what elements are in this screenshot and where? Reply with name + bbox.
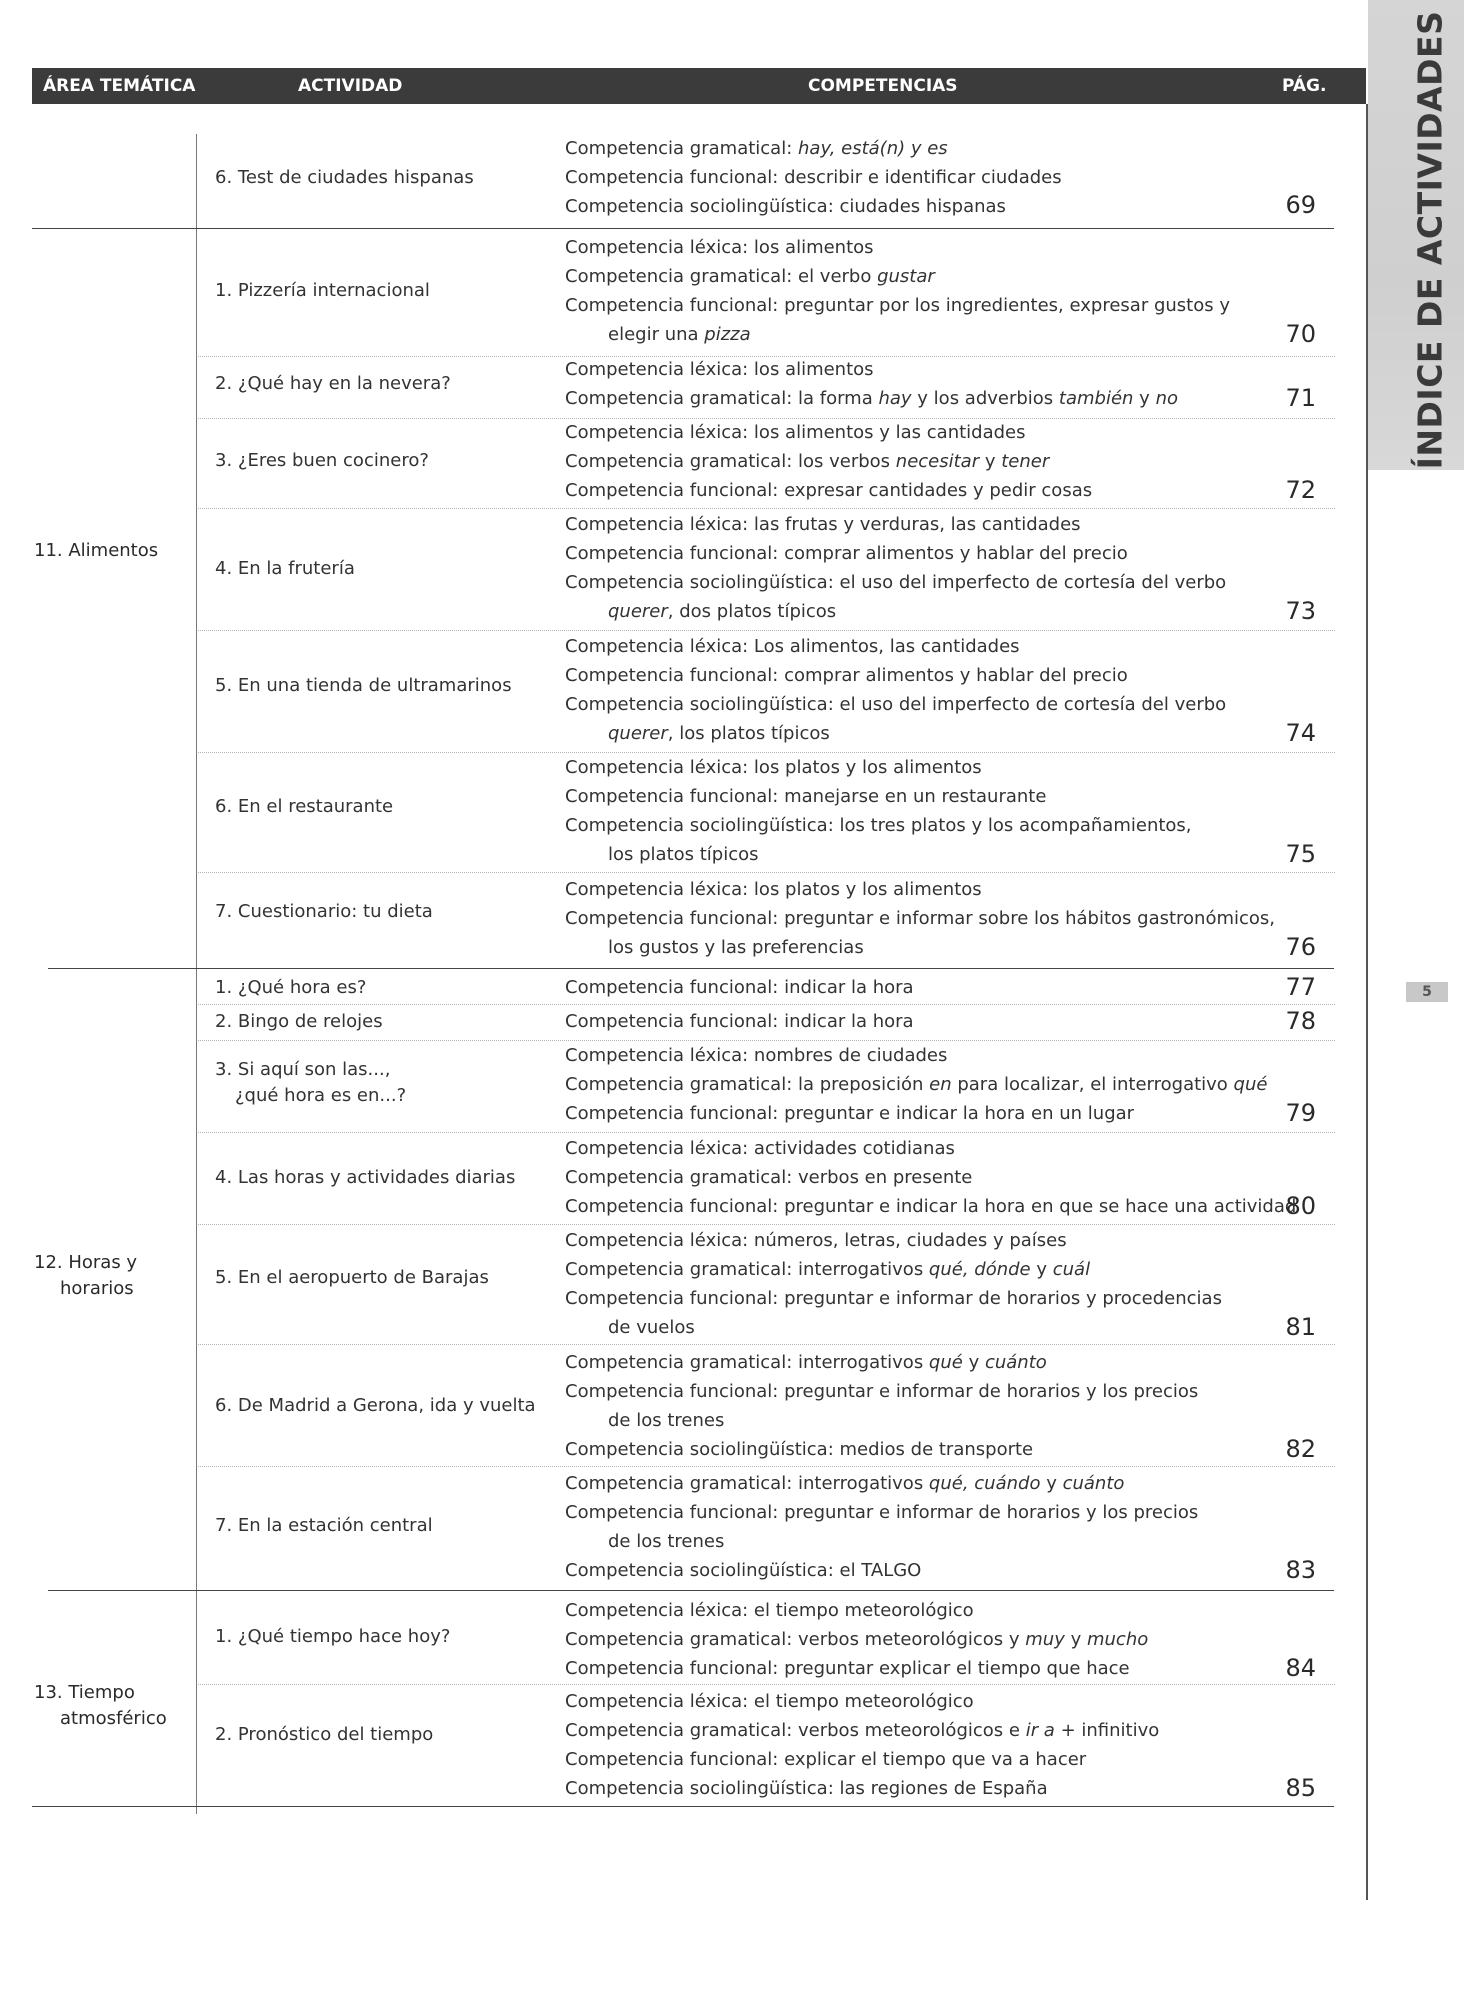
page-ref: 83 [1285,1556,1316,1584]
competency-line: Competencia gramatical: interrogativos qué y cuánto [565,1352,1047,1373]
competency-line: Competencia léxica: números, letras, ciudades y países [565,1230,1067,1251]
competency-line: Competencia funcional: preguntar por los ingredientes, expresar gustos y [565,295,1230,316]
page-ref: 71 [1285,384,1316,412]
page-ref: 79 [1285,1099,1316,1127]
header-competencies: COMPETENCIAS [808,76,958,96]
competency-line: Competencia léxica: los alimentos [565,237,874,258]
competency-line: Competencia léxica: el tiempo meteorológico [565,1691,974,1712]
competency-line: de los trenes [608,1410,725,1431]
row-divider [198,1224,1335,1225]
competency-line: Competencia funcional: comprar alimentos y hablar del precio [565,543,1128,564]
page-ref: 85 [1285,1774,1316,1802]
competency-line: de los trenes [608,1531,725,1552]
row-divider [198,1344,1335,1345]
row-divider [198,752,1335,753]
row-divider [198,630,1335,631]
page-ref: 73 [1285,597,1316,625]
competency-line: Competencia gramatical: verbos meteorológicos e ir a + infinitivo [565,1720,1160,1741]
row-divider [198,418,1335,419]
activity-name: 4. Las horas y actividades diarias [215,1167,516,1188]
area-alimentos: 11. Alimentos [34,540,159,561]
competency-line: Competencia sociolingüística: los tres platos y los acompañamientos, [565,815,1192,836]
activity-name: 2. ¿Qué hay en la nevera? [215,373,451,394]
row-divider [198,872,1335,873]
activity-name: 5. En el aeropuerto de Barajas [215,1267,489,1288]
row-divider [198,1466,1335,1467]
activity-name: 1. Pizzería internacional [215,280,430,301]
competency-line: Competencia sociolingüística: ciudades hispanas [565,196,1006,217]
competency-line: Competencia funcional: expresar cantidades y pedir cosas [565,480,1093,501]
competency-line: de vuelos [608,1317,695,1338]
activity-name: 4. En la frutería [215,558,355,579]
competency-line: Competencia sociolingüística: el TALGO [565,1560,922,1581]
competency-line: Competencia gramatical: la forma hay y los adverbios también y no [565,388,1178,409]
section-divider [48,1590,1334,1591]
competency-line: Competencia léxica: los alimentos [565,359,874,380]
activity-name: 3. ¿Eres buen cocinero? [215,450,429,471]
header-page: PÁG. [1282,76,1327,96]
competency-line: Competencia léxica: las frutas y verduras, las cantidades [565,514,1081,535]
competency-line: Competencia gramatical: verbos meteorológicos y muy y mucho [565,1629,1149,1650]
activity-name: 1. ¿Qué hora es? [215,977,367,998]
activity-name: 1. ¿Qué tiempo hace hoy? [215,1626,451,1647]
side-title: ÍNDICE DE ACTIVIDADES [1410,10,1450,470]
page-number: 5 [1406,982,1448,1002]
page-ref: 74 [1285,719,1316,747]
activity-name: 2. Pronóstico del tiempo [215,1724,434,1745]
competency-line: los platos típicos [608,844,759,865]
competency-line: Competencia funcional: preguntar e informar de horarios y los precios [565,1381,1199,1402]
competency-line: Competencia funcional: preguntar explicar el tiempo que hace [565,1658,1130,1679]
row-divider [198,1040,1335,1041]
page-ref: 77 [1285,973,1316,1001]
competency-line: Competencia sociolingüística: las regiones de España [565,1778,1048,1799]
competency-line: Competencia léxica: los platos y los alimentos [565,757,982,778]
page-ref: 76 [1285,933,1316,961]
row-divider [198,1132,1335,1133]
page-ref: 69 [1285,191,1316,219]
competency-line: Competencia funcional: explicar el tiempo que va a hacer [565,1749,1087,1770]
activity-name: 6. Test de ciudades hispanas [215,167,474,188]
activity-name: 6. De Madrid a Gerona, ida y vuelta [215,1395,536,1416]
page-ref: 81 [1285,1313,1316,1341]
competency-line: Competencia léxica: los platos y los alimentos [565,879,982,900]
competency-line: Competencia funcional: indicar la hora [565,977,914,998]
activity-name: 6. En el restaurante [215,796,394,817]
page-ref: 84 [1285,1654,1316,1682]
competency-line: Competencia sociolingüística: medios de transporte [565,1439,1034,1460]
competency-line: Competencia gramatical: hay, está(n) y es [565,138,948,159]
competency-line: Competencia gramatical: la preposición en para localizar, el interrogativo qué [565,1074,1268,1095]
activity-name: 5. En una tienda de ultramarinos [215,675,512,696]
page-ref: 80 [1285,1192,1316,1220]
competency-line: Competencia funcional: describir e identificar ciudades [565,167,1062,188]
section-divider [48,968,1334,969]
competency-line: Competencia sociolingüística: el uso del imperfecto de cortesía del verbo [565,572,1227,593]
competency-line: Competencia gramatical: los verbos necesitar y tener [565,451,1050,472]
column-divider [196,134,197,1814]
competency-line: Competencia gramatical: verbos en presente [565,1167,973,1188]
page-ref: 70 [1285,320,1316,348]
competency-line: Competencia funcional: indicar la hora [565,1011,914,1032]
row-divider [198,1684,1335,1685]
competency-line: Competencia funcional: manejarse en un restaurante [565,786,1047,807]
competency-line: Competencia léxica: actividades cotidianas [565,1138,955,1159]
competency-line: Competencia gramatical: interrogativos qué, cuándo y cuánto [565,1473,1125,1494]
competency-line: querer, dos platos típicos [608,601,837,622]
page-ref: 72 [1285,476,1316,504]
frame-line [1366,104,1368,1900]
competency-line: querer, los platos típicos [608,723,830,744]
competency-line: Competencia sociolingüística: el uso del imperfecto de cortesía del verbo [565,694,1227,715]
competency-line: Competencia gramatical: interrogativos qué, dónde y cuál [565,1259,1091,1280]
page-ref: 75 [1285,840,1316,868]
activity-name: 2. Bingo de relojes [215,1011,383,1032]
table-header [32,68,1366,104]
competency-line: elegir una pizza [608,324,751,345]
header-activity: ACTIVIDAD [298,76,403,96]
row-divider [198,1004,1335,1005]
competency-line: Competencia gramatical: el verbo gustar [565,266,935,287]
area-horas: 12. Horas y horarios [34,1252,138,1299]
competency-line: Competencia funcional: comprar alimentos y hablar del precio [565,665,1128,686]
competency-line: Competencia léxica: los alimentos y las cantidades [565,422,1026,443]
competency-line: Competencia funcional: preguntar e indicar la hora en un lugar [565,1103,1135,1124]
page-ref: 82 [1285,1435,1316,1463]
activity-name: 7. Cuestionario: tu dieta [215,901,433,922]
competency-line: Competencia funcional: preguntar e informar de horarios y los precios [565,1502,1199,1523]
section-divider [32,228,1334,229]
page-ref: 78 [1285,1007,1316,1035]
area-tiempo: 13. Tiempo atmosférico [34,1682,167,1729]
competency-line: Competencia funcional: preguntar e indicar la hora en que se hace una actividad [565,1196,1297,1217]
header-area: ÁREA TEMÁTICA [43,76,196,96]
section-divider [32,1806,1334,1807]
competency-line: Competencia funcional: preguntar e informar sobre los hábitos gastronómicos, [565,908,1276,929]
competency-line: Competencia léxica: Los alimentos, las cantidades [565,636,1020,657]
activity-name: 7. En la estación central [215,1515,433,1536]
competency-line: los gustos y las preferencias [608,937,864,958]
row-divider [198,508,1335,509]
competency-line: Competencia léxica: nombres de ciudades [565,1045,948,1066]
competency-line: Competencia funcional: preguntar e informar de horarios y procedencias [565,1288,1222,1309]
competency-line: Competencia léxica: el tiempo meteorológico [565,1600,974,1621]
activity-name: 3. Si aquí son las..., ¿qué hora es en...? [215,1059,407,1106]
